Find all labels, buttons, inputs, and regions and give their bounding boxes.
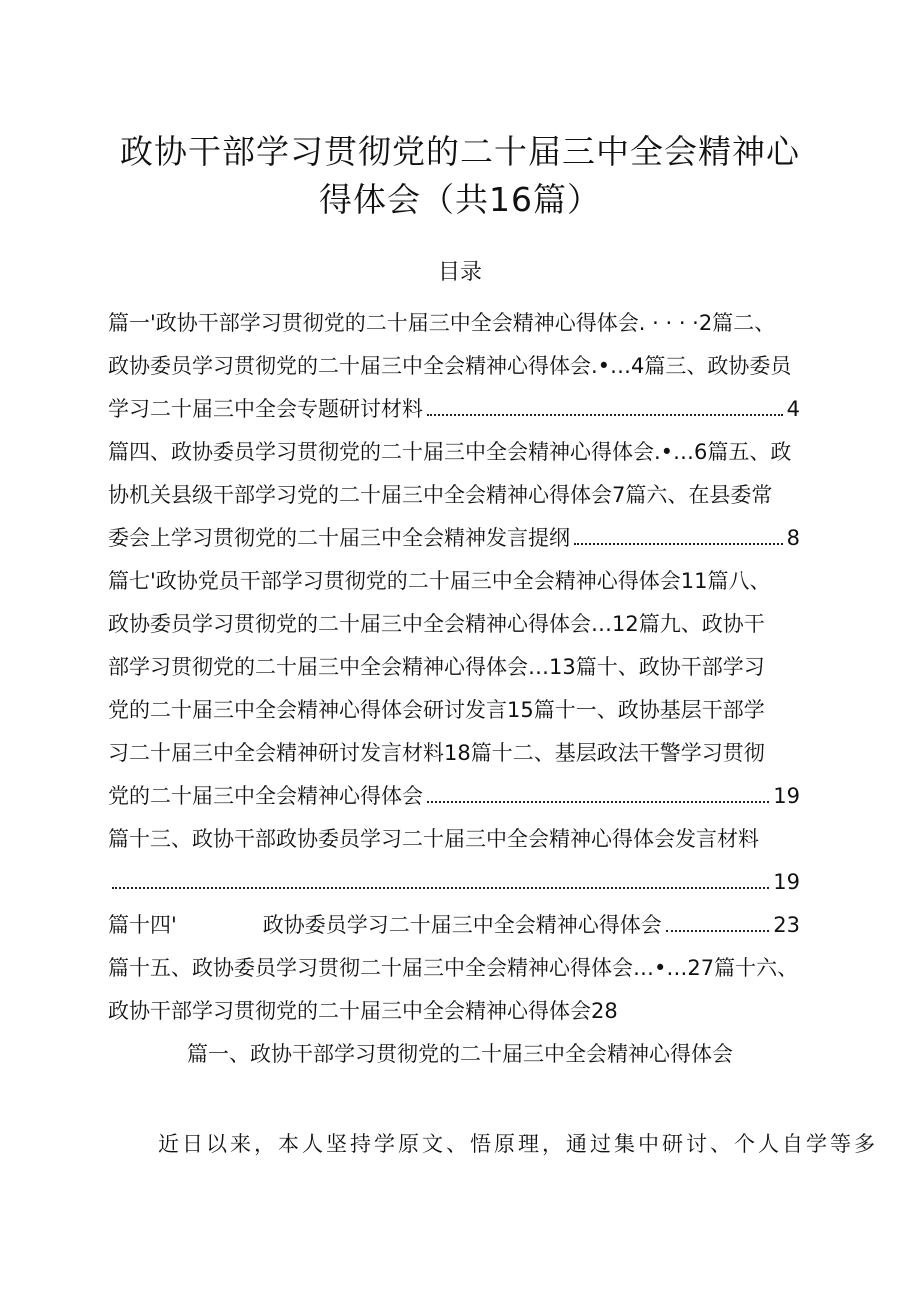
toc-line[interactable] bbox=[108, 517, 848, 560]
title-line-2: 得体会（共16篇） bbox=[319, 180, 601, 219]
toc-line[interactable]: 政协干部学习贯彻党的二十届三中全会精神心得体会28 bbox=[108, 999, 618, 1023]
toc-line[interactable] bbox=[108, 904, 848, 947]
toc-line[interactable]: 习二十届三中全会精神研讨发言材料18篇十二、基层政法干警学习贯彻 bbox=[108, 741, 765, 765]
toc-line[interactable]: 篇一'政协干部学习贯彻党的二十届三中全会精神心得体会. · · · ·2篇二、 bbox=[108, 311, 776, 335]
toc-leader-dots bbox=[666, 929, 769, 932]
toc-line[interactable] bbox=[108, 388, 848, 431]
toc-line[interactable]: 篇十三、政协干部政协委员学习二十届三中全会精神心得体会发言材料 bbox=[108, 827, 759, 851]
toc-page-number: 4 bbox=[786, 397, 800, 421]
toc-entry-text: 政协委员学习二十届三中全会精神心得体会 bbox=[262, 913, 662, 937]
toc-entry-text: 党的二十届三中全会精神心得体会 bbox=[108, 784, 423, 808]
toc-page-number: 23 bbox=[773, 913, 800, 937]
toc-line[interactable] bbox=[108, 775, 848, 818]
document-title bbox=[0, 128, 920, 224]
toc-heading: 目录 bbox=[437, 260, 482, 285]
toc-page-number: 19 bbox=[773, 784, 800, 808]
table-of-contents bbox=[108, 302, 848, 1033]
toc-line[interactable]: 篇十五、政协委员学习贯彻二十届三中全会精神心得体会…•…27篇十六、 bbox=[108, 956, 799, 980]
toc-page-number: 19 bbox=[773, 870, 800, 894]
toc-line[interactable]: 协机关县级干部学习党的二十届三中全会精神心得体会7篇六、在县委常 bbox=[108, 483, 773, 507]
toc-line[interactable]: 政协委员学习贯彻党的二十届三中全会精神心得体会.•…4篇三、政协委员 bbox=[108, 354, 792, 378]
toc-line[interactable] bbox=[108, 861, 848, 904]
toc-leader-dots bbox=[574, 542, 783, 545]
toc-leader-dots bbox=[112, 886, 769, 889]
body-paragraph: 近日以来，本人坚持学原文、悟原理，通过集中研讨、个人自学等多 bbox=[158, 1132, 878, 1156]
toc-entry-text: 委会上学习贯彻党的二十届三中全会精神发言提纲 bbox=[108, 526, 570, 550]
toc-line[interactable]: 篇七'政协党员干部学习贯彻党的二十届三中全会精神心得体会11篇八、 bbox=[108, 569, 771, 593]
toc-leader-dots bbox=[427, 413, 783, 416]
toc-entry-label: 篇十四' bbox=[108, 913, 177, 937]
toc-line[interactable]: 篇四、政协委员学习贯彻党的二十届三中全会精神心得体会.•…6篇五、政 bbox=[108, 440, 792, 464]
toc-entry-text: 学习二十届三中全会专题研讨材料 bbox=[108, 397, 423, 421]
toc-line[interactable]: 部学习贯彻党的二十届三中全会精神心得体会…13篇十、政协干部学习 bbox=[108, 655, 765, 679]
toc-line[interactable]: 政协委员学习贯彻党的二十届三中全会精神心得体会…12篇九、政协干 bbox=[108, 612, 765, 636]
toc-page-number: 8 bbox=[786, 526, 800, 550]
toc-leader-dots bbox=[427, 800, 769, 803]
title-line-1: 政协干部学习贯彻党的二十届三中全会精神心 bbox=[120, 132, 800, 171]
toc-line[interactable]: 党的二十届三中全会精神心得体会研讨发言15篇十一、政协基层干部学 bbox=[108, 698, 765, 722]
section-heading: 篇一、政协干部学习贯彻党的二十届三中全会精神心得体会 bbox=[187, 1042, 733, 1066]
